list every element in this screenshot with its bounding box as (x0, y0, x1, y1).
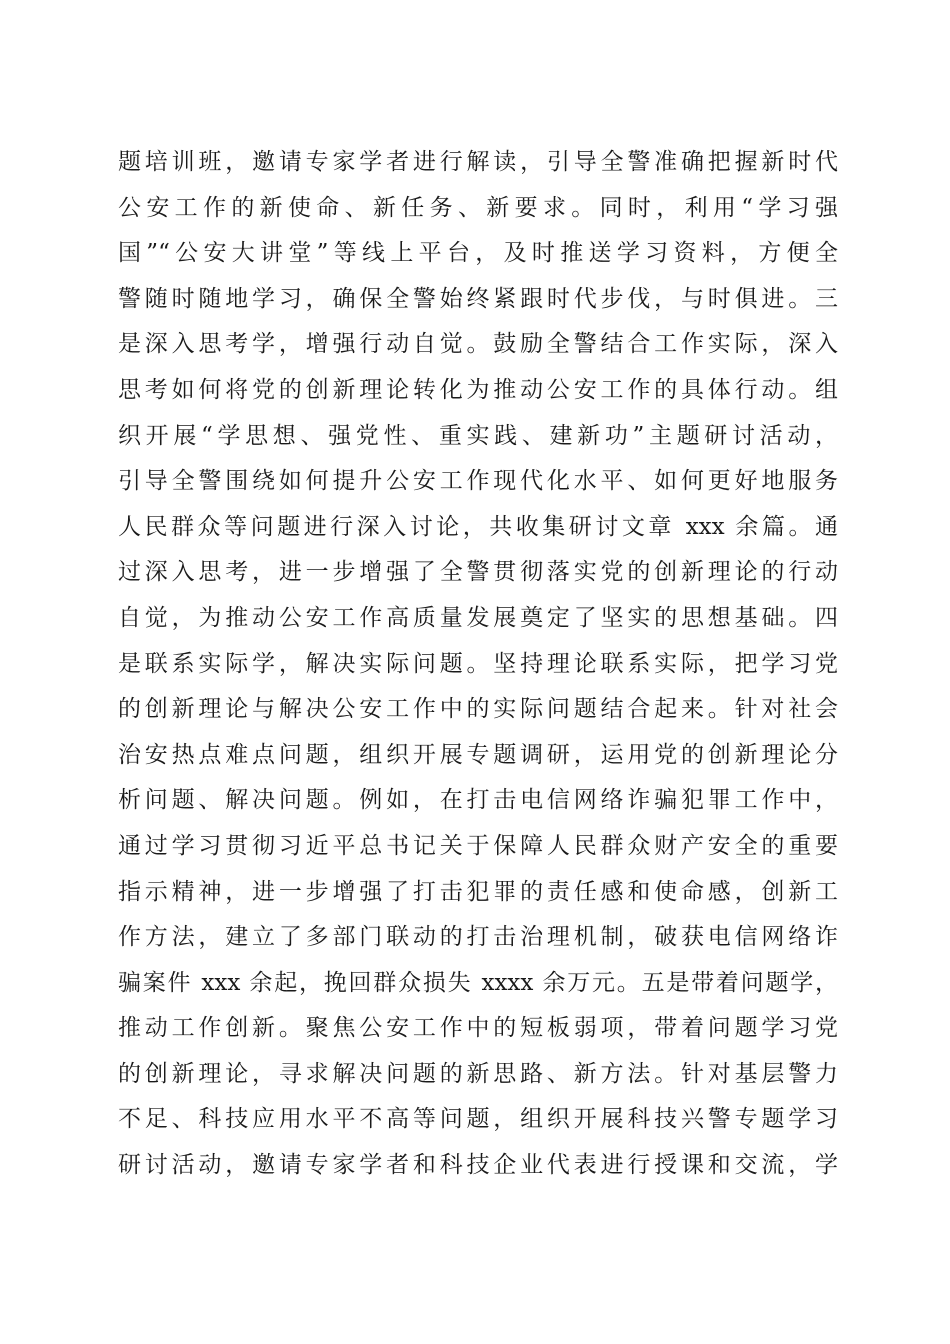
text-line: 思考如何将党的创新理论转化为推动公安工作的具体行动。组 (118, 376, 838, 403)
text-line: 国”“公安大讲堂”等线上平台，及时推送学习资料，方便全 (118, 240, 838, 267)
text-line: 通过学习贯彻习近平总书记关于保障人民群众财产安全的重要 (118, 832, 838, 859)
text-line: 自觉，为推动公安工作高质量发展奠定了坚实的思想基础。四 (118, 604, 838, 631)
text-line: 警随时随地学习，确保全警始终紧跟时代步伐，与时俱进。三 (118, 285, 838, 312)
text-line: 是深入思考学，增强行动自觉。鼓励全警结合工作实际，深入 (118, 331, 838, 358)
text-line: 研讨活动，邀请专家学者和科技企业代表进行授课和交流，学 (118, 1152, 838, 1179)
text-line: 公安工作的新使命、新任务、新要求。同时，利用“学习强 (118, 194, 838, 221)
text-line: 治安热点难点问题，组织开展专题调研，运用党的创新理论分 (118, 741, 838, 768)
text-line: 是联系实际学，解决实际问题。坚持理论联系实际，把学习党 (118, 650, 838, 677)
text-line: 题培训班，邀请专家学者进行解读，引导全警准确把握新时代 (118, 149, 838, 175)
text-line: 的创新理论与解决公安工作中的实际问题结合起来。针对社会 (118, 696, 838, 723)
text-line: 推动工作创新。聚焦公安工作中的短板弱项，带着问题学习党 (118, 1015, 838, 1042)
text-line: 作方法，建立了多部门联动的打击治理机制，破获电信网络诈 (118, 924, 838, 951)
text-line: 的创新理论，寻求解决问题的新思路、新方法。针对基层警力 (118, 1060, 838, 1087)
text-line: 析问题、解决问题。例如，在打击电信网络诈骗犯罪工作中， (118, 787, 838, 814)
text-line: 指示精神，进一步增强了打击犯罪的责任感和使命感，创新工 (118, 878, 838, 905)
text-line: 骗案件 xxx 余起，挽回群众损失 xxxx 余万元。五是带着问题学， (118, 969, 838, 996)
text-line: 织开展“学思想、强党性、重实践、建新功”主题研讨活动， (118, 422, 838, 449)
text-line: 不足、科技应用水平不高等问题，组织开展科技兴警专题学习 (118, 1106, 838, 1133)
body-text (118, 140, 838, 1189)
text-line: 引导全警围绕如何提升公安工作现代化水平、如何更好地服务 (118, 468, 838, 495)
text-line: 过深入思考，进一步增强了全警贯彻落实党的创新理论的行动 (118, 559, 838, 586)
text-line: 人民群众等问题进行深入讨论，共收集研讨文章 xxx 余篇。通 (118, 513, 838, 540)
